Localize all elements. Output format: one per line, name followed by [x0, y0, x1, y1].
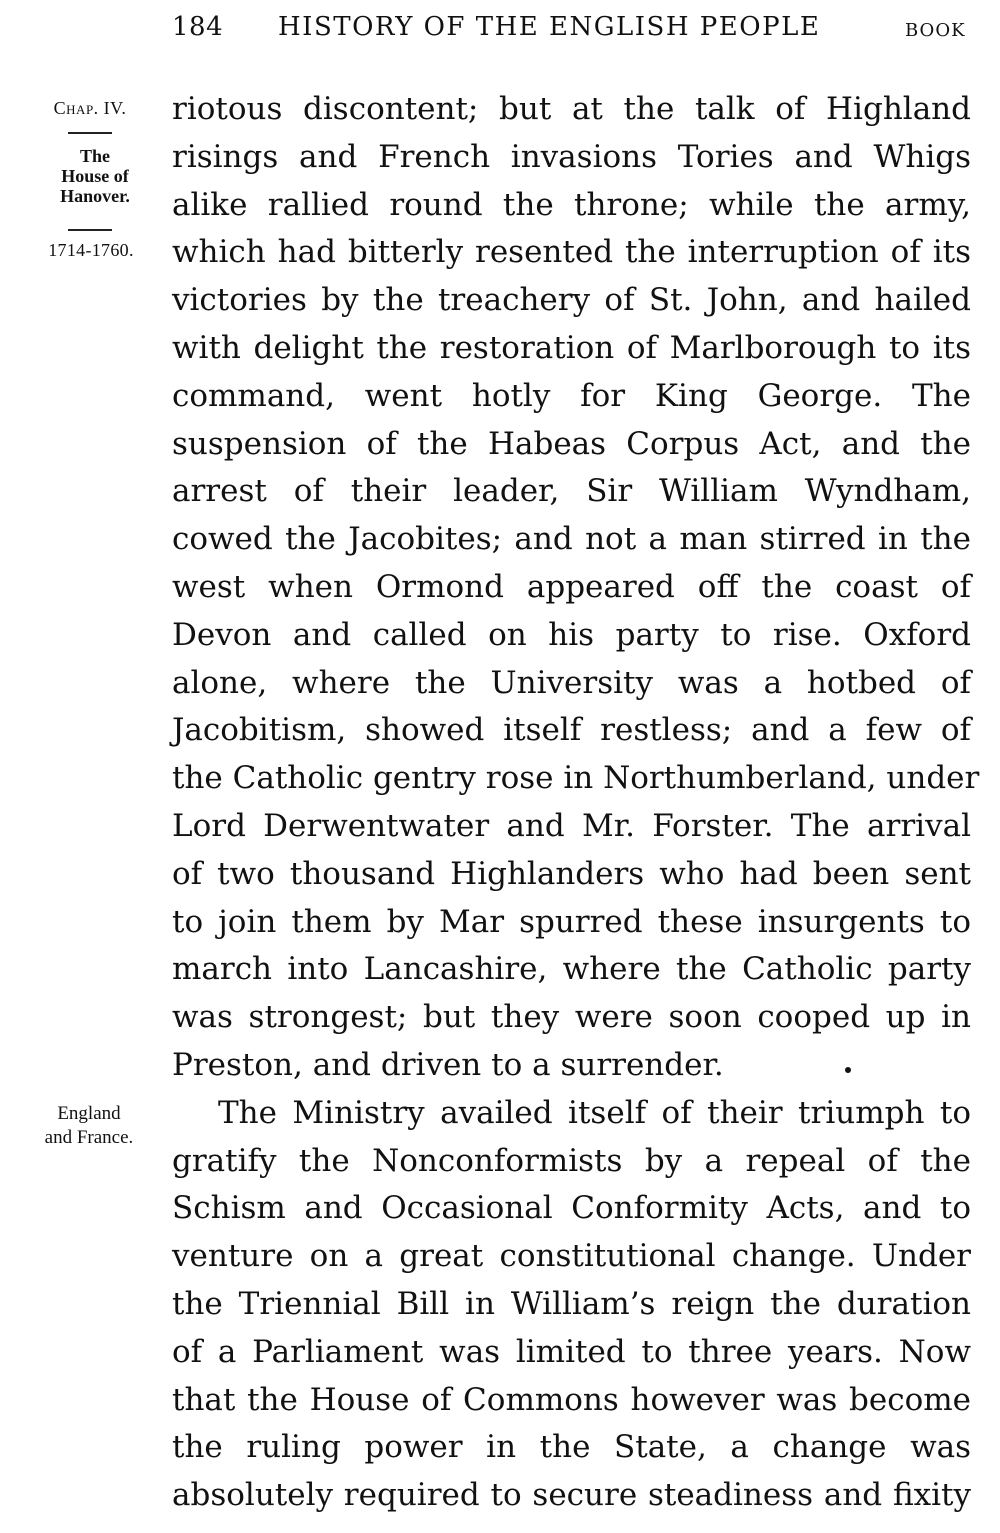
text-line: of a Parliament was limited to three years. Now: [172, 1333, 971, 1370]
margin-section-line-3: Hanover.: [60, 186, 130, 206]
text-line: to join them by Mar spurred these insurgents to: [172, 903, 971, 940]
text-line: Devon and called on his party to rise. Oxford: [172, 616, 971, 653]
text-line: victories by the treachery of St. John, and hailed: [172, 282, 971, 319]
text-line: gratify the Nonconformists by a repeal of the: [172, 1142, 971, 1179]
paragraph-1: [172, 86, 980, 1090]
text-line: Jacobitism, showed itself restless; and a few of: [172, 712, 971, 749]
text-line: that the House of Commons however was become: [172, 1381, 971, 1418]
margin-chapter-text: Chap. IV.: [53, 98, 127, 118]
text-line: was strongest; but they were soon cooped up in: [172, 999, 971, 1036]
text-line: the Triennial Bill in William’s reign the duration: [172, 1285, 971, 1322]
margin-rule-top: [68, 132, 112, 134]
text-line: Schism and Occasional Conformity Acts, and to: [172, 1190, 971, 1227]
text-line: alike rallied round the throne; while the army,: [172, 186, 971, 223]
text-line: west when Ormond appeared off the coast of: [172, 568, 971, 605]
body-text: [172, 86, 980, 1520]
margin-section-line-1: The: [79, 146, 110, 166]
text-line: the Catholic gentry rose in Northumberland, under: [172, 760, 980, 797]
paragraph-2: [172, 1090, 971, 1520]
running-book-label: BOOK: [905, 20, 966, 41]
text-line: venture on a great constitutional change. Under: [172, 1238, 971, 1275]
text-line: arrest of their leader, Sir William Wyndham,: [172, 473, 971, 510]
running-title: HISTORY OF THE ENGLISH PEOPLE: [278, 12, 821, 42]
text-line: march into Lancashire, where the Catholic party: [172, 951, 971, 988]
text-line: suspension of the Habeas Corpus Act, and the: [172, 425, 971, 462]
margin-rule-bottom: [68, 229, 112, 231]
text-line: command, went hotly for King George. The: [172, 377, 971, 414]
text-line: absolutely required to secure steadiness and fixity: [172, 1477, 971, 1514]
text-line: Lord Derwentwater and Mr. Forster. The arrival: [172, 807, 971, 844]
margin-section-title: [40, 146, 150, 206]
text-line: with delight the restoration of Marlborough to its: [172, 329, 971, 366]
text-line: alone, where the University was a hotbed of: [172, 664, 971, 701]
text-line: risings and French invasions Tories and Whigs: [172, 138, 971, 175]
margin-section-line-2: House of: [61, 166, 129, 186]
text-line: of two thousand Highlanders who had been sent: [172, 855, 971, 892]
page-number: 184: [172, 12, 224, 42]
text-line: which had bitterly resented the interruption of its: [172, 234, 971, 271]
stray-print-dot: [845, 1067, 851, 1073]
margin-england-line-1: England: [57, 1103, 121, 1124]
text-line: the ruling power in the State, a change was: [172, 1429, 971, 1466]
text-line: The Ministry availed itself of their triumph to: [218, 1094, 971, 1131]
margin-chapter: [30, 98, 150, 119]
margin-england-and-france: [20, 1102, 158, 1150]
margin-england-line-2: and France.: [44, 1127, 134, 1148]
text-line: riotous discontent; but at the talk of Highland: [172, 91, 971, 127]
text-line: Preston, and driven to a surrender.: [172, 1046, 724, 1083]
text-line: cowed the Jacobites; and not a man stirred in the: [172, 521, 971, 558]
margin-years: 1714-1760.: [48, 240, 134, 260]
